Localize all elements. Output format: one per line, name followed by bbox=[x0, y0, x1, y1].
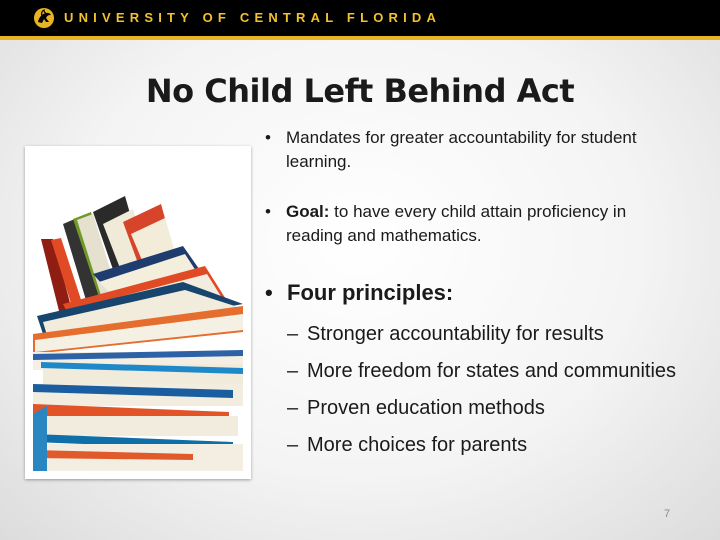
pegasus-icon bbox=[33, 7, 55, 29]
bullet-text: Four principles: bbox=[287, 280, 454, 305]
bullet-text: Mandates for greater accountability for student learning. bbox=[286, 128, 637, 171]
principles-list bbox=[287, 318, 687, 461]
stacked-books-image bbox=[25, 146, 251, 479]
goal-label: Goal: bbox=[286, 202, 330, 221]
bullet-dot-icon: • bbox=[265, 128, 271, 147]
principle-item: – More choices for parents bbox=[287, 434, 528, 456]
bullet-dot-icon: • bbox=[265, 280, 273, 305]
slide-title: No Child Left Behind Act bbox=[145, 72, 575, 110]
principle-item: – Stronger accountability for results bbox=[287, 323, 604, 345]
university-name: UNIVERSITY OF CENTRAL FLORIDA bbox=[64, 10, 442, 25]
principle-item: – More freedom for states and communities bbox=[287, 360, 677, 382]
header-bar bbox=[0, 0, 720, 36]
bullet-four-principles bbox=[265, 278, 675, 308]
bullet-goal bbox=[265, 200, 675, 248]
header-accent-line bbox=[0, 36, 720, 40]
page-number: 7 bbox=[664, 508, 671, 520]
bullet-mandates bbox=[265, 126, 675, 174]
goal-text: to have every child attain proficiency in reading and mathematics. bbox=[286, 202, 627, 245]
bullet-dot-icon: • bbox=[265, 202, 271, 221]
principle-item: – Proven education methods bbox=[287, 397, 545, 419]
